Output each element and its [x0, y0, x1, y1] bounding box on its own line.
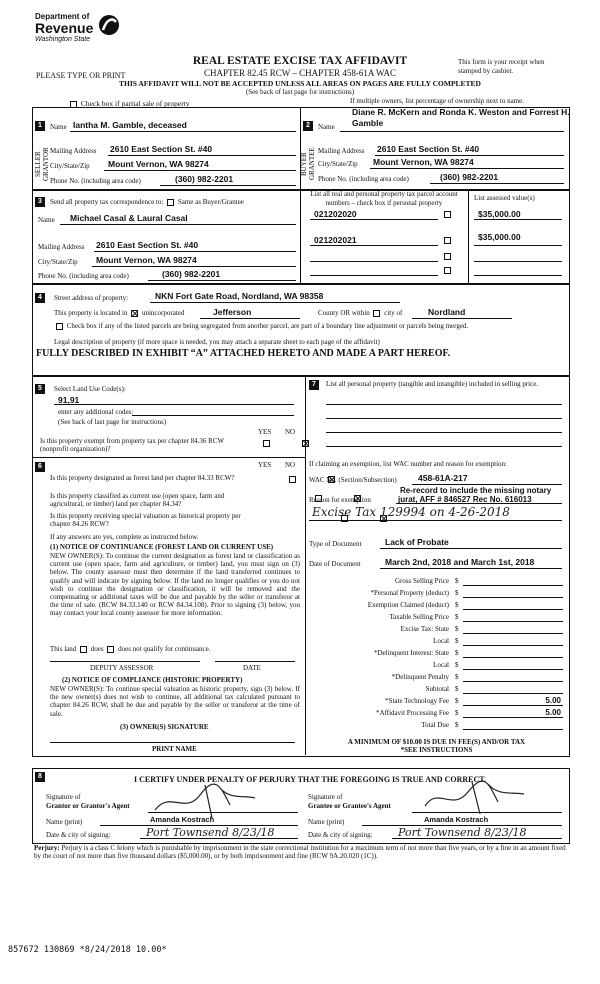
- does-not-qualify-checkbox[interactable]: [107, 646, 114, 653]
- logo-dept-line1: Department of: [35, 12, 90, 21]
- parcel-value: $35,000.00: [478, 232, 521, 242]
- county-row: [318, 309, 402, 317]
- grantor-sig-label2: Grantor or Grantor's Agent: [46, 802, 130, 810]
- current-use-question: Is this property classified as current use (open space, farm and agricultural, or timber) land per chapter 84.34?: [50, 492, 225, 508]
- corr-city-label: City/State/Zip: [38, 258, 78, 266]
- tax-row-label: Local: [433, 661, 449, 669]
- perjury-notice: [34, 844, 566, 860]
- seller-mailing-value: 2610 East Section St. #40: [110, 144, 213, 154]
- land-use-see-back: (See back of last page for instructions): [58, 418, 167, 426]
- corr-mailing-value: 2610 East Section St. #40: [96, 240, 199, 250]
- personal-property-checkbox[interactable]: [444, 211, 451, 218]
- perjury-text: Perjury is a class C felony which is punishable by imprisonment in the state correctional institution for a maximum term of not more than five years, or by a fine in an amount fixed by the court of not more than five thousand dollars ($5,000.00), or by both imprisonment and fine (RCW 9A.20.020 (1C)).: [34, 844, 566, 860]
- notice-compliance-title: (2) NOTICE OF COMPLIANCE (HISTORIC PROPERTY): [62, 676, 243, 684]
- grantee-name-value: Amanda Kostrach: [424, 815, 489, 824]
- this-land-row: [50, 645, 210, 653]
- tax-row: [309, 647, 564, 659]
- personal-property-checkbox[interactable]: [444, 253, 451, 260]
- tax-row-currency: $: [455, 697, 459, 705]
- segregated-row: [54, 322, 564, 330]
- historic-question: Is this property receiving special valuation as historical property per chapter 84.26 RCW?: [50, 512, 241, 528]
- city-value: Nordland: [428, 307, 466, 317]
- additional-codes-label: enter any additional codes:: [58, 408, 134, 416]
- tax-row-label: *State Technology Fee: [385, 697, 449, 705]
- tax-row: [309, 683, 564, 695]
- tax-row: [309, 575, 564, 587]
- buyer-name-label: Name: [318, 123, 335, 131]
- logo-dept-line2: Revenue: [35, 20, 94, 36]
- does-label: does: [90, 645, 104, 653]
- buyer-mailing-value: 2610 East Section St. #40: [377, 144, 480, 154]
- grantor-signature: [150, 780, 260, 820]
- tax-row-currency: $: [455, 625, 459, 633]
- tax-row-label: Excise Tax: State: [400, 625, 449, 633]
- does-not-label: does not qualify for continuance.: [118, 645, 211, 653]
- tax-row: [309, 623, 564, 635]
- grantor-date-label: Date & city of signing:: [46, 831, 111, 839]
- corr-phone-label: Phone No. (including area code): [38, 272, 129, 280]
- tax-row-label: Total Due: [421, 721, 449, 729]
- tax-row: [309, 635, 564, 647]
- s6-no-header: NO: [285, 461, 296, 469]
- land-use-code: 91,91: [58, 395, 80, 405]
- doc-type-value: Lack of Probate: [385, 537, 449, 547]
- tax-row-label: *Personal Property (deduct): [370, 589, 449, 597]
- certify-statement: I CERTIFY UNDER PENALTY OF PERJURY THAT THE FOREGOING IS TRUE AND CORRECT.: [133, 775, 486, 784]
- buyer-side-label: BUYER GRANTEE: [300, 147, 316, 181]
- parcel-number: 021202020: [314, 209, 357, 219]
- section-7-badge: 7: [309, 380, 319, 390]
- partial-sale-label: Check box if partial sale of property: [80, 99, 190, 108]
- tax-row-label: Local: [433, 637, 449, 645]
- buyer-city-label: City/State/Zip: [318, 160, 358, 168]
- personal-property-label: List all personal property (tangible and intangible) included in selling price.: [326, 380, 539, 388]
- tax-row-label: *Affidavit Processing Fee: [376, 709, 449, 717]
- tax-row-currency: $: [455, 589, 459, 597]
- parcels-header: List all real and personal property tax parcel account numbers – check box if personal property: [310, 190, 458, 207]
- parcel-number: 021202021: [314, 235, 357, 245]
- city-of-label: city of: [384, 309, 403, 317]
- grantee-sig-label1: Signature of: [308, 793, 343, 801]
- seller-name-label: Name: [50, 123, 67, 131]
- does-qualify-checkbox[interactable]: [80, 646, 87, 653]
- seller-city-label: City/State/Zip: [50, 162, 90, 170]
- tax-row-currency: $: [455, 721, 459, 729]
- seller-name-value: Iantha M. Gamble, deceased: [73, 120, 187, 130]
- tax-row-currency: $: [455, 601, 459, 609]
- doc-date-label: Date of Document: [309, 560, 361, 568]
- correspondence-label: Send all property tax correspondence to:: [50, 198, 164, 206]
- parcel-value: $35,000.00: [478, 209, 521, 219]
- receipt-note: This form is your receipt when stamped by cashier.: [458, 58, 545, 75]
- seller-mailing-label: Mailing Address: [50, 147, 97, 155]
- seller-phone-value: (360) 982-2201: [175, 174, 234, 184]
- perjury-label: Perjury:: [34, 844, 60, 852]
- multiple-owners-note: If multiple owners, list percentage of ownership next to name.: [350, 97, 524, 105]
- segregated-label: Check box if any of the listed parcels are being segregated from another parcel, are part of a boundary line adjustment or parcels being merged.: [66, 322, 469, 330]
- handwritten-excise-note: Excise Tax 129994 on 4-26-2018: [312, 505, 510, 519]
- section-8-badge: 8: [35, 772, 45, 782]
- exempt-no-checkbox[interactable]: [302, 440, 309, 447]
- tax-row-label: Exemption Claimed (deduct): [367, 601, 449, 609]
- located-row: [54, 309, 184, 317]
- buyer-city-value: Mount Vernon, WA 98274: [373, 157, 474, 167]
- tax-row-value: 5.00: [545, 696, 561, 705]
- minimum-fee-note: A MINIMUM OF $10.00 IS DUE IN FEE(S) AND/OR TAX: [347, 738, 526, 746]
- form-chapter: CHAPTER 82.45 RCW – CHAPTER 458-61A WAC: [204, 68, 396, 78]
- see-instructions-note: *SEE INSTRUCTIONS: [400, 746, 473, 754]
- owner-signature-label: (3) OWNER(S) SIGNATURE: [120, 723, 209, 731]
- seller-side-label: SELLER GRANTOR: [34, 147, 50, 181]
- tax-row: [309, 707, 564, 719]
- assessed-header: List assessed value(s): [474, 194, 535, 202]
- tax-row: [309, 719, 564, 731]
- if-yes-instructions: If any answers are yes, complete as instructed below.: [50, 533, 199, 541]
- grantor-date-city-value: Port Townsend 8/23/18: [146, 826, 275, 839]
- section-5-badge: 5: [35, 384, 45, 394]
- legal-desc-label: Legal description of property (if more space is needed, you may attach a separate sheet to each page of the affidavit): [54, 338, 380, 346]
- section-4-badge: 4: [35, 293, 45, 303]
- county-value: Jefferson: [213, 307, 252, 317]
- land-use-yes-header: YES: [258, 428, 272, 436]
- tax-row-label: Subtotal: [425, 685, 449, 693]
- street-value: NKN Fort Gate Road, Nordland, WA 98358: [155, 291, 324, 301]
- corr-phone-value: (360) 982-2201: [162, 269, 221, 279]
- print-name-label: PRINT NAME: [152, 745, 197, 753]
- section-2-badge: 2: [303, 121, 313, 131]
- city-of-checkbox[interactable]: [373, 310, 380, 317]
- section-3-badge: 3: [35, 197, 45, 207]
- tax-row: [309, 695, 564, 707]
- section-6-badge: 6: [35, 462, 45, 472]
- correspondence-row: [50, 198, 244, 206]
- buyer-phone-value: (360) 982-2201: [440, 172, 499, 182]
- parcel-list: [302, 206, 566, 284]
- grantee-sig-label2: Grantee or Grantee's Agent: [308, 802, 391, 810]
- doc-date-value: March 2nd, 2018 and March 1st, 2018: [385, 557, 535, 567]
- legal-desc-value: FULLY DESCRIBED IN EXHIBIT “A” ATTACHED HERETO AND MADE A PART HEREOF.: [36, 348, 451, 359]
- tax-row-label: *Delinquent Interest: State: [373, 649, 449, 657]
- seller-phone-label: Phone No. (including area code): [50, 177, 141, 185]
- assessor-date-label: DATE: [243, 664, 261, 672]
- forest-yes-checkbox[interactable]: [289, 476, 296, 483]
- exemption-label: If claiming an exemption, list WAC number and reason for exemption:: [309, 460, 507, 468]
- personal-property-checkbox[interactable]: [444, 237, 451, 244]
- tax-row-currency: $: [455, 709, 459, 717]
- parcel-row: [302, 206, 566, 224]
- dor-logo: [35, 12, 125, 52]
- corr-mailing-label: Mailing Address: [38, 243, 85, 251]
- tax-row: [309, 599, 564, 611]
- land-use-label: Select Land Use Code(s):: [54, 385, 126, 393]
- grantor-name-label: Name (print): [46, 818, 83, 826]
- same-as-buyer-label: Same as Buyer/Grantee: [177, 198, 244, 206]
- logo-dept-line3: Washington State: [35, 36, 91, 43]
- warning-text: THIS AFFIDAVIT WILL NOT BE ACCEPTED UNLESS ALL AREAS ON PAGES ARE FULLY COMPLETED: [119, 79, 481, 88]
- notice-compliance-text: NEW OWNER(S): To continue special valuation as historic property, sign (3) below. If the new owner(s) does not wish to continue, all additional tax calculated pursuant to chapter 84.26 RCW, shall be due and payable by the seller or transferor at the time of sale.: [50, 685, 300, 718]
- tax-row-value: 5.00: [545, 708, 561, 717]
- tax-row-label: Gross Selling Price: [394, 577, 449, 585]
- tax-row-currency: $: [455, 685, 459, 693]
- reason-line1: Re-record to include the missing notary: [400, 486, 552, 495]
- grantee-date-city-value: Port Townsend 8/23/18: [398, 826, 527, 839]
- corr-name-value: Michael Casal & Laural Casal: [70, 213, 188, 223]
- corr-city-value: Mount Vernon, WA 98274: [96, 255, 197, 265]
- parcel-row: [302, 234, 566, 248]
- wac-value: 458-61A-217: [418, 473, 468, 483]
- dor-logo-icon: [97, 14, 121, 36]
- deputy-assessor-label: DEPUTY ASSESSOR: [90, 664, 154, 672]
- land-use-no-header: NO: [285, 428, 296, 436]
- please-type: PLEASE TYPE OR PRINT: [36, 71, 126, 80]
- same-as-buyer-checkbox[interactable]: [167, 199, 174, 206]
- buyer-phone-label: Phone No. (including area code): [318, 175, 409, 183]
- wac-label: WAC No. (Section/Subsection): [309, 476, 397, 484]
- tax-row: [309, 659, 564, 671]
- reason-line2: jurat, AFF # 846527 Rec No. 616013: [398, 495, 532, 504]
- grantor-sig-label1: Signature of: [46, 793, 81, 801]
- county-label: County OR within: [318, 309, 370, 317]
- parcel-row: [302, 250, 566, 264]
- grantee-date-label: Date & city of signing:: [308, 831, 373, 839]
- buyer-mailing-label: Mailing Address: [318, 147, 365, 155]
- s6-yes-header: YES: [258, 461, 272, 469]
- cashier-stamp: 857672 130869 *8/24/2018 10.00*: [8, 945, 167, 955]
- street-label: Street address of property:: [54, 294, 129, 302]
- see-back-instructions: (See back of last page for instructions): [245, 88, 355, 96]
- this-land-label: This land: [50, 645, 77, 653]
- tax-row-currency: $: [455, 577, 459, 585]
- exempt-question: Is this property exempt from property tax per chapter 84.36 RCW (nonprofit organization)?: [40, 437, 224, 453]
- grantor-name-value: Amanda Kostrach: [150, 815, 215, 824]
- seller-city-value: Mount Vernon, WA 98274: [108, 159, 209, 169]
- buyer-name-line1: Diane R. McKern and Ronda K. Weston and Forrest H.: [352, 107, 570, 117]
- forest-question: Is this property designated as forest land per chapter 84.33 RCW?: [50, 474, 235, 482]
- located-label: This property is located in: [54, 309, 128, 317]
- tax-row-label: *Delinquent Penalty: [391, 673, 449, 681]
- tax-row: [309, 671, 564, 683]
- tax-row-currency: $: [455, 661, 459, 669]
- tax-row-label: Taxable Selling Price: [389, 613, 449, 621]
- buyer-name-line2: Gamble: [352, 118, 384, 128]
- grantee-name-label: Name (print): [308, 818, 345, 826]
- personal-property-checkbox[interactable]: [444, 267, 451, 274]
- tax-row: [309, 611, 564, 623]
- unincorporated-label: unincorporated: [141, 309, 185, 317]
- doc-type-label: Type of Document: [309, 540, 362, 548]
- form-title: REAL ESTATE EXCISE TAX AFFIDAVIT: [192, 55, 408, 67]
- reason-label: Reason for exemption: [309, 496, 371, 504]
- notice-continuance-text: NEW OWNER(S): To continue the current designation as forest land or classification as current use (open space, farm and agriculture, or timber) land, you must sign on (3) below. The county assessor must then determine if the land transferred continues to qualify and will indicate by signing below. If the land no longer qualifies or you do not wish to continue the designation or classification, it will be removed and the compensating or additional taxes will be due and payable by the seller or transferor at the time of sale. (RCW 84.33.140 or RCW 84.34.108). Prior to signing (3) below, you may contact your local county assessor for more information.: [50, 552, 300, 618]
- tax-row-currency: $: [455, 613, 459, 621]
- parcel-row: [302, 264, 566, 278]
- segregated-checkbox[interactable]: [56, 323, 63, 330]
- tax-row-currency: $: [455, 673, 459, 681]
- tax-row-currency: $: [455, 637, 459, 645]
- tax-row-currency: $: [455, 649, 459, 657]
- unincorporated-checkbox[interactable]: [131, 310, 138, 317]
- exempt-yes-checkbox[interactable]: [263, 440, 270, 447]
- section-1-badge: 1: [35, 121, 45, 131]
- notice-continuance-title: (1) NOTICE OF CONTINUANCE (FOREST LAND OR CURRENT USE): [50, 543, 274, 551]
- tax-row: [309, 587, 564, 599]
- corr-name-label: Name: [38, 216, 55, 224]
